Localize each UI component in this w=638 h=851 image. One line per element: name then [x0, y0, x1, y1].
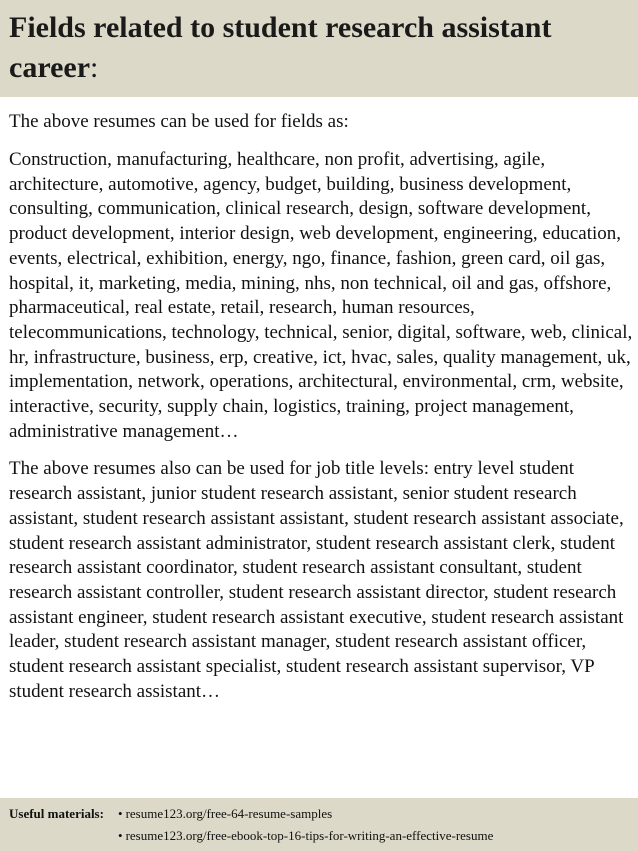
page-title	[9, 8, 634, 88]
page-title-colon: :	[90, 51, 99, 84]
intro-text: The above resumes can be used for fields as:	[9, 111, 349, 132]
useful-materials-label-text: Useful materials	[9, 806, 100, 821]
useful-materials-label-colon: :	[99, 806, 104, 821]
resume-samples-link-text: resume123.org/free-64-resume-samples	[125, 806, 333, 821]
bullet-icon: •	[118, 806, 123, 821]
resume-samples-link[interactable]	[118, 803, 493, 825]
job-levels-paragraph: The above resumes also can be used for job title levels: entry level student research assistant, junior student research assistant, senior student research assistant, student research assistant assistant, student research assistant associate, student research assistant administrator, student research assistant clerk, student research assistant coordinator, student research assistant consultant, student research assistant controller, student research assistant director, student research assistant engineer, student research assistant executive, student research assistant leader, student research assistant manager, student research assistant officer, student research assistant specialist, student research assistant supervisor, VP student research assistant…	[9, 458, 624, 702]
resume-tips-ebook-link-text: resume123.org/free-ebook-top-16-tips-for-writing-an-effective-resume	[125, 828, 494, 843]
main-content	[9, 109, 634, 704]
bullet-icon: •	[118, 828, 123, 843]
resume-tips-ebook-link[interactable]	[118, 825, 493, 847]
page-title-text: Fields related to student research assistant career	[9, 11, 552, 84]
useful-materials-label	[9, 803, 104, 825]
fields-paragraph: Construction, manufacturing, healthcare, non profit, advertising, agile, architecture, automotive, agency, budget, building, business development, consulting, communication, clinical research, design, software development, product development, interior design, web development, engineering, education, events, electrical, exhibition, energy, ngo, finance, fashion, green card, oil gas, hospital, it, marketing, media, mining, nhs, non technical, oil and gas, offshore, pharmaceutical, real estate, retail, research, human resources, telecommunications, technology, technical, senior, digital, software, web, clinical, hr, infrastructure, business, erp, creative, ict, hvac, sales, quality management, uk, implementation, network, operations, architectural, environmental, crm, website, interactive, security, supply chain, logistics, training, project management, administrative management…	[9, 149, 633, 442]
useful-materials-links	[118, 803, 493, 847]
